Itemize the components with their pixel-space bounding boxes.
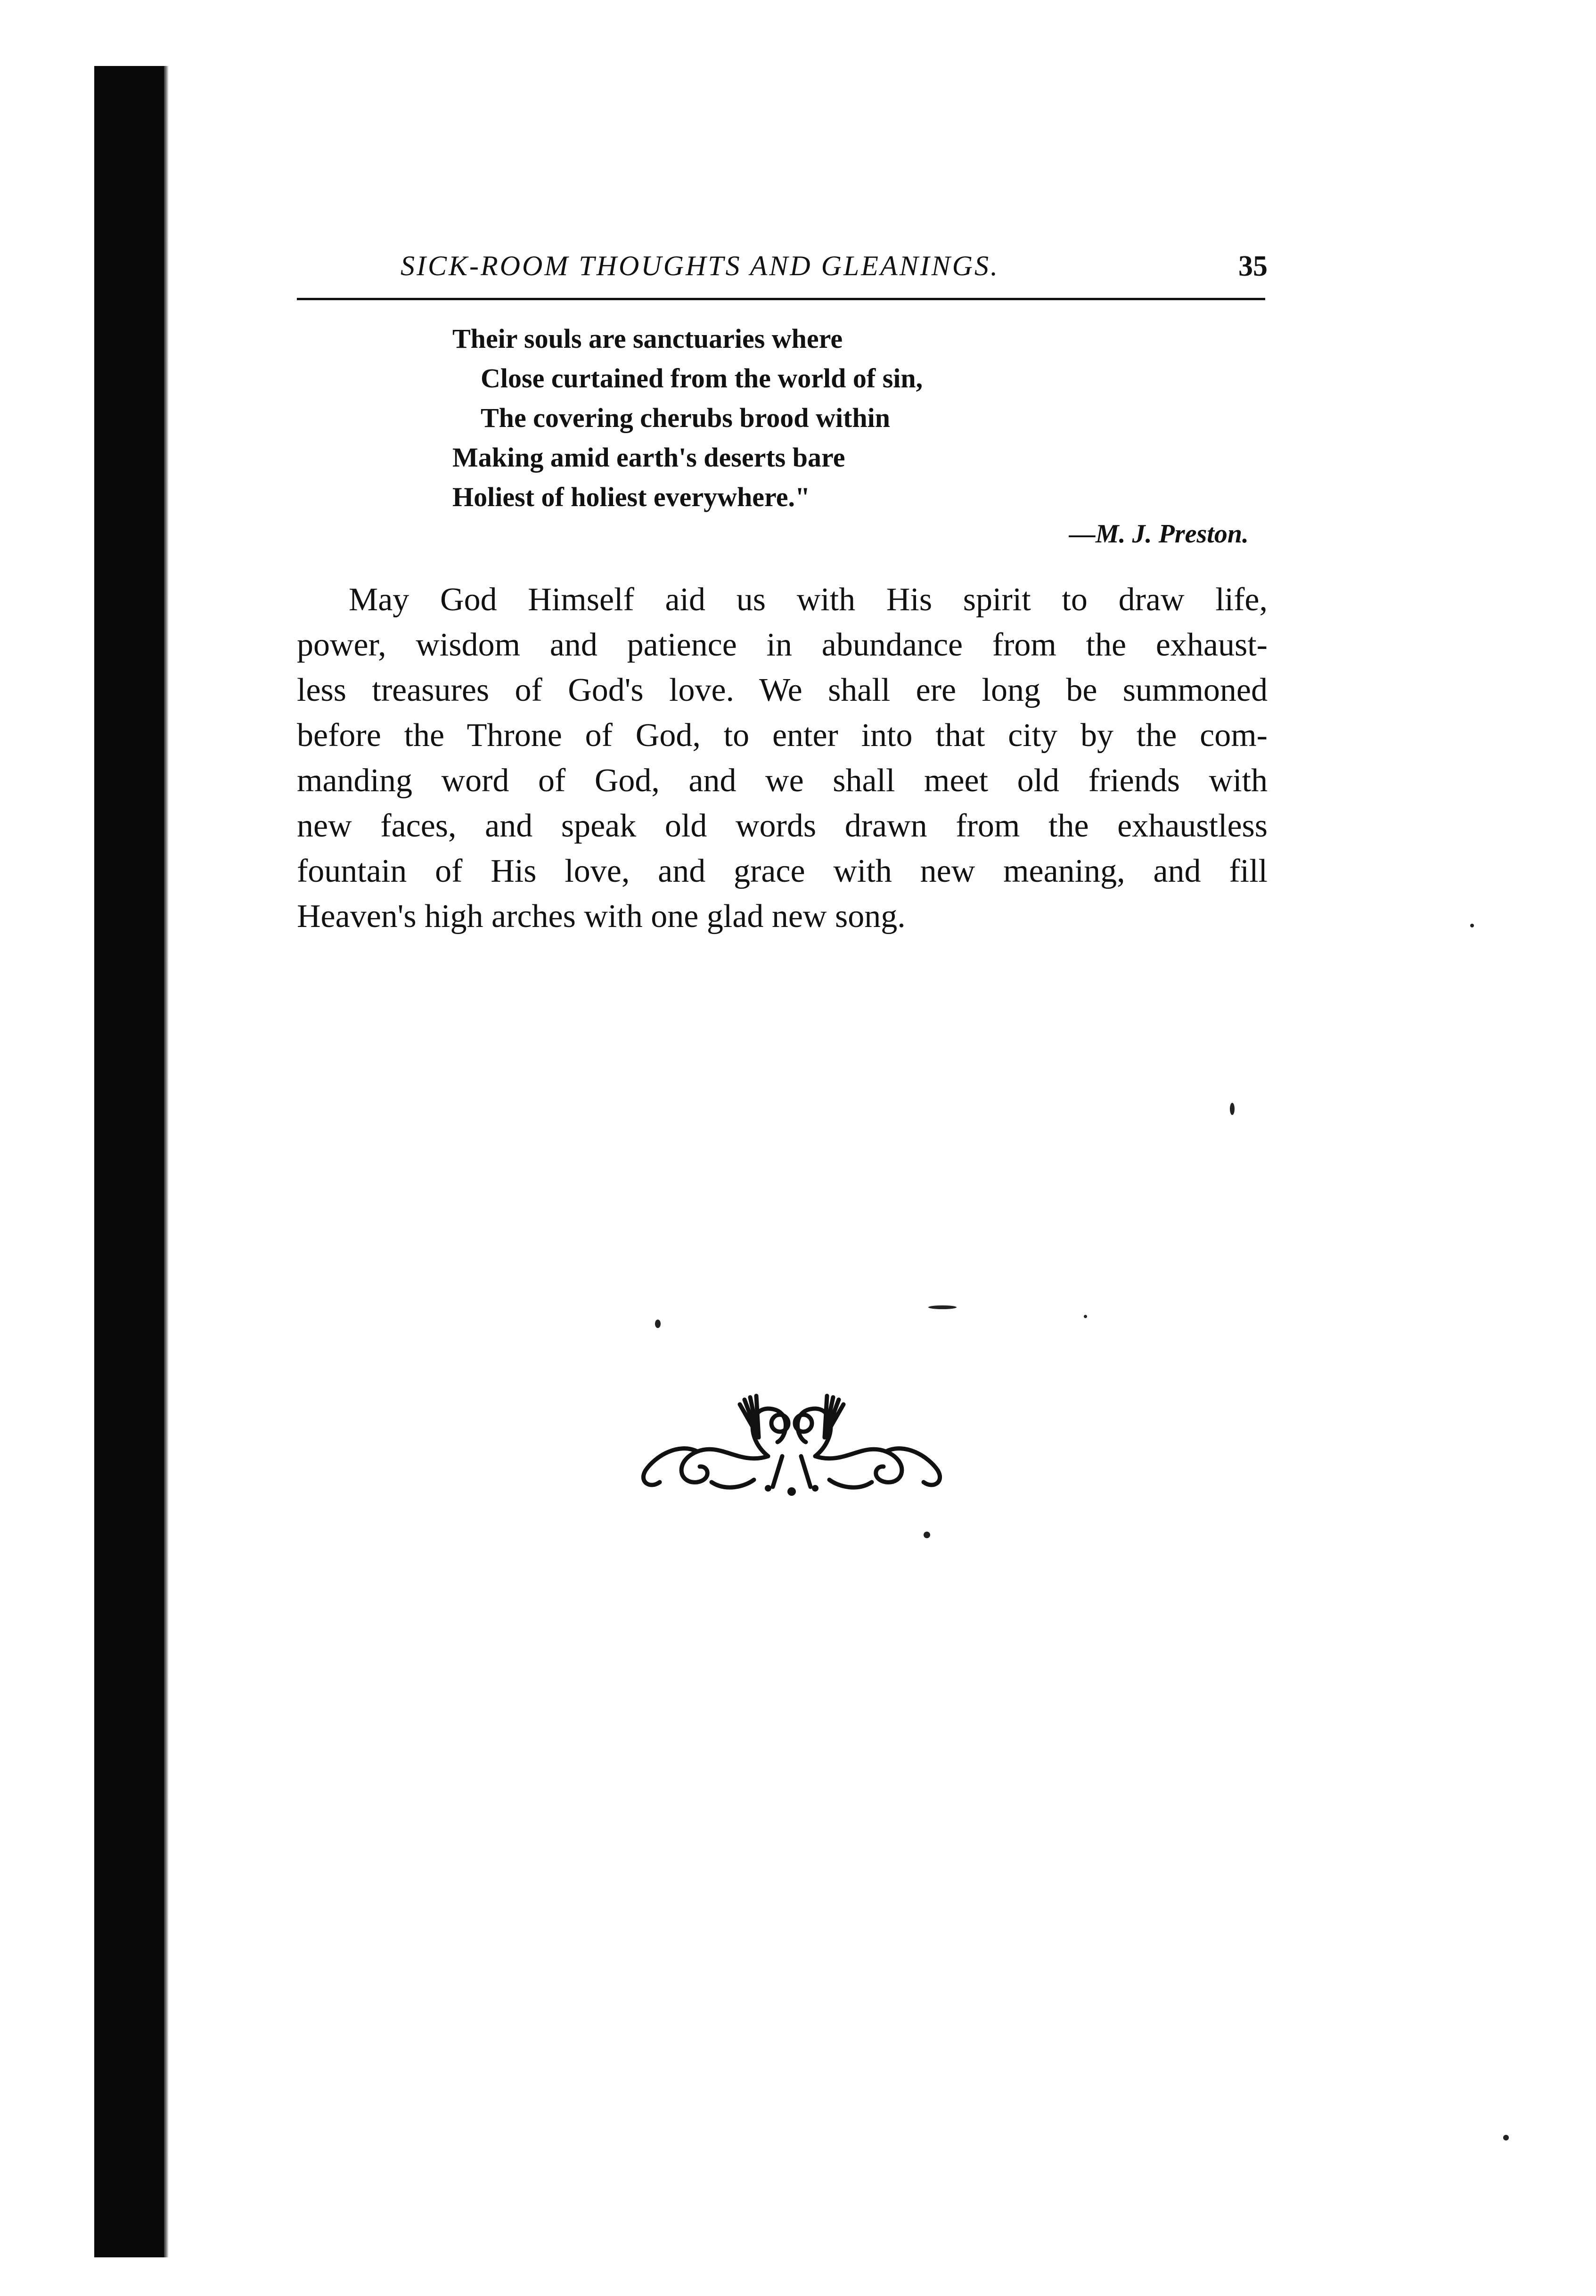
print-speck: [924, 1532, 930, 1538]
verse-line: The covering cherubs brood within: [481, 402, 891, 433]
paragraph-line: fountain of His love, and grace with new meaning, and fill: [297, 853, 1268, 889]
page-content: [297, 245, 1268, 939]
verse-attribution: —M. J. Preston.: [1069, 519, 1249, 549]
verse-line: Close curtained from the world of sin,: [481, 363, 923, 394]
print-speck: [1230, 1103, 1235, 1115]
print-speck: [655, 1320, 661, 1328]
verse-line: Making amid earth's deserts bare: [452, 442, 845, 473]
paragraph-line: new faces, and speak old words drawn from the exhaustless: [297, 808, 1268, 844]
print-speck: [1084, 1315, 1087, 1318]
verse-line: Their souls are sanctuaries where: [452, 323, 843, 354]
paragraph-line: before the Throne of God, to enter into that city by the com-: [297, 717, 1268, 754]
running-title: SICK-ROOM THOUGHTS AND GLEANINGS.: [401, 250, 999, 281]
print-speck: [1503, 2135, 1509, 2140]
running-head: [297, 245, 1268, 287]
print-speck: [928, 1305, 957, 1309]
floral-tailpiece-ornament-icon: [627, 1386, 957, 1499]
verse-line: Holiest of holiest everywhere.": [452, 482, 810, 512]
paragraph-line: power, wisdom and patience in abundance from the exhaust-: [297, 627, 1268, 663]
page-binding-edge: [94, 66, 165, 2257]
verse-block: [452, 319, 1268, 517]
paragraph-line: May God Himself aid us with His spirit to draw life,: [349, 582, 1268, 618]
paragraph-line: Heaven's high arches with one glad new song.: [297, 898, 906, 935]
paragraph-line: less treasures of God's love. We shall ere long be summoned: [297, 672, 1268, 708]
header-rule: [297, 298, 1265, 300]
paragraph-line: manding word of God, and we shall meet old friends with: [297, 763, 1268, 799]
page-number: 35: [1238, 250, 1268, 282]
print-speck: [1470, 924, 1474, 927]
body-paragraph: [297, 577, 1268, 939]
